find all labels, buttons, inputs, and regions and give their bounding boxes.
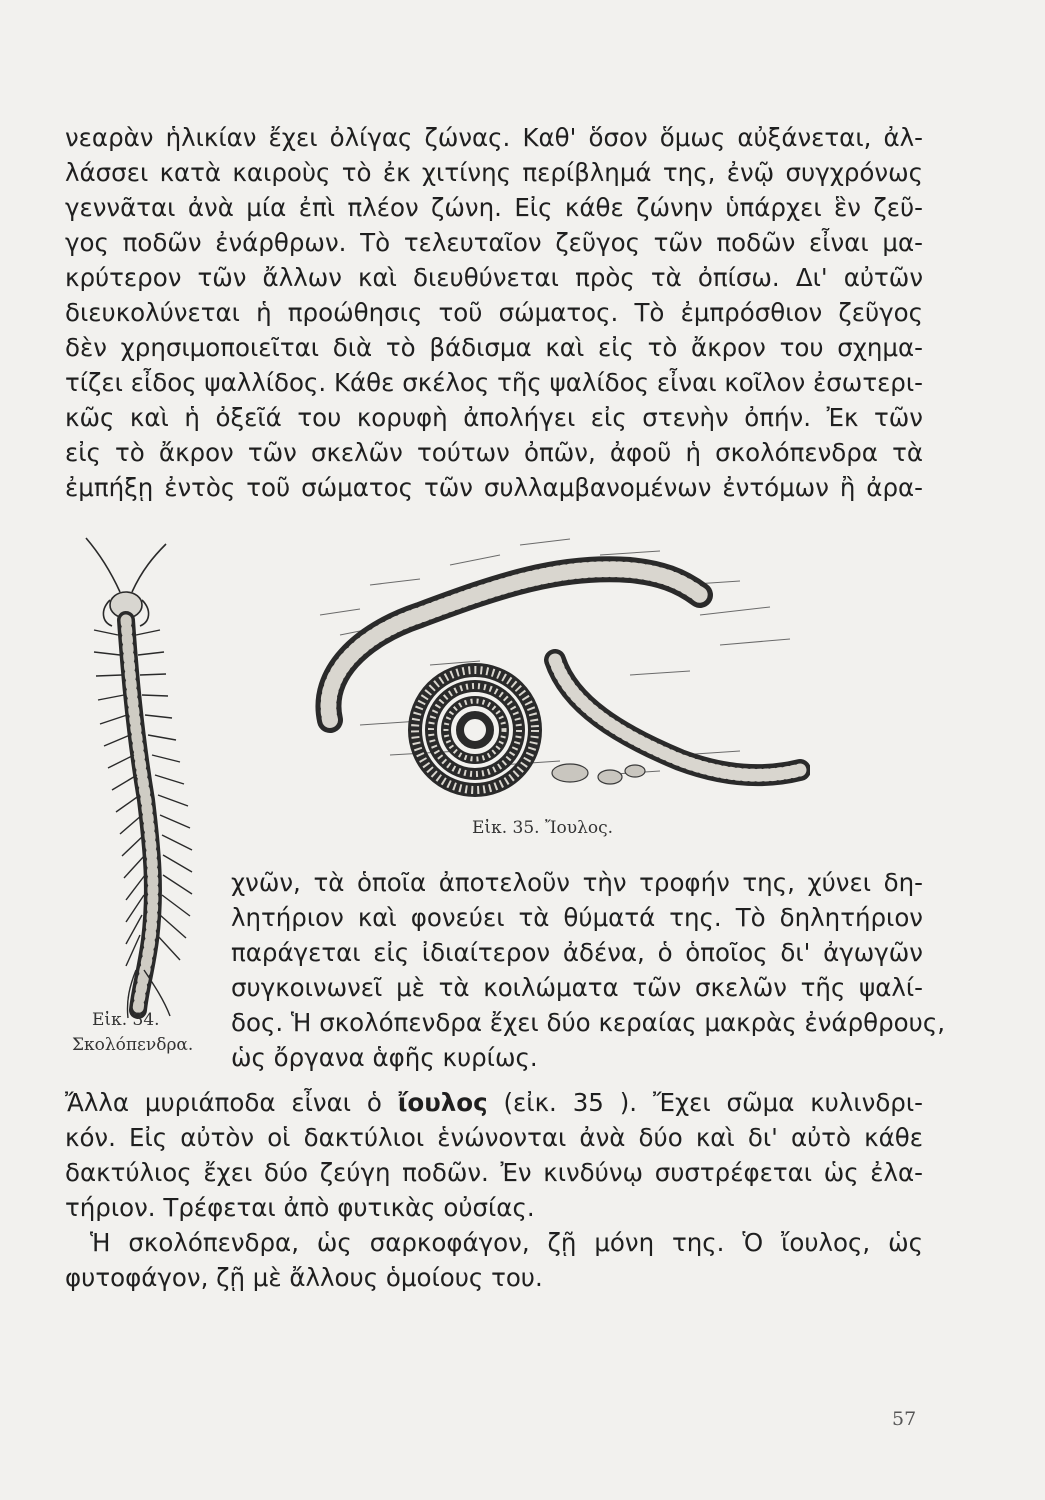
- text-line: νεαρὰν ἡλικίαν ἔχει ὀλίγας ζώνας. Καθ' ὅσον ὅμως αὐξάνεται, ἀλ-: [65, 123, 923, 152]
- text-line: [65, 1088, 923, 1117]
- text-line: γος ποδῶν ἐνάρθρων. Τὸ τελευταῖον ζεῦγος τῶν ποδῶν εἶναι μα-: [65, 228, 923, 257]
- text-line: ὡς ὄργανα ἁφῆς κυρίως.: [231, 1043, 538, 1072]
- julus-illustration: [300, 525, 810, 800]
- scolopendra-illustration: [80, 530, 230, 1020]
- text-line: Ἡ σκολόπενδρα, ὡς σαρκοφάγον, ζῇ μόνη της. Ὁ ἴουλος, ὡς: [90, 1228, 923, 1257]
- text-line: κρύτερον τῶν ἄλλων καὶ διευθύνεται πρὸς τὰ ὀπίσω. Δι' αὐτῶν: [65, 263, 923, 292]
- figure-35-caption: Εἰκ. 35. Ἴουλος.: [472, 818, 613, 838]
- figure-34-caption-number: Εἰκ. 34.: [92, 1010, 160, 1030]
- text-line: γεννᾶται ἀνὰ μία ἐπὶ πλέον ζώνη. Εἰς κάθε ζώνην ὑπάρχει ἓν ζεῦ-: [65, 193, 923, 222]
- text-line: τίζει εἶδος ψαλλίδος. Κάθε σκέλος τῆς ψαλίδος εἶναι κοῖλον ἐσωτερι-: [65, 368, 923, 397]
- text-line: παράγεται εἰς ἰδιαίτερον ἀδένα, ὁ ὁποῖος δι' ἀγωγῶν: [231, 938, 923, 967]
- text-line: τήριον. Τρέφεται ἀπὸ φυτικὰς οὐσίας.: [65, 1193, 535, 1222]
- text-line: λητήριον καὶ φονεύει τὰ θύματά της. Τὸ δηλητήριον: [231, 903, 923, 932]
- text-line: λάσσει κατὰ καιροὺς τὸ ἐκ χιτίνης περίβλημά της, ἐνῷ συγχρόνως: [65, 158, 923, 187]
- text-line: ἐμπήξῃ ἐντὸς τοῦ σώματος τῶν συλλαμβανομένων ἐντόμων ἢ ἀρα-: [65, 473, 923, 502]
- figure-34-caption-name: Σκολόπενδρα.: [72, 1035, 194, 1055]
- text-line: δος. Ἡ σκολόπενδρα ἔχει δύο κεραίας μακρὰς ἐνάρθρους,: [231, 1008, 945, 1037]
- text-line: χνῶν, τὰ ὁποῖα ἀποτελοῦν τὴν τροφήν της, χύνει δη-: [231, 868, 923, 897]
- text-line: κῶς καὶ ἡ ὀξεῖά του κορυφὴ ἀπολήγει εἰς στενὴν ὀπήν. Ἐκ τῶν: [65, 403, 923, 432]
- text-line: διευκολύνεται ἡ προώθησις τοῦ σώματος. Τὸ ἐμπρόσθιον ζεῦγος: [65, 298, 923, 327]
- text-line: δὲν χρησιμοποιεῖται διὰ τὸ βάδισμα καὶ εἰς τὸ ἄκρον του σχημα-: [65, 333, 923, 362]
- term-julus: ἴουλος: [397, 1088, 488, 1117]
- page-number: 57: [892, 1408, 917, 1430]
- text-span: Ἄλλα μυριάποδα εἶναι ὁ: [65, 1088, 398, 1117]
- text-span: (εἰκ. 35 ). Ἔχει σῶμα κυλινδρι-: [487, 1088, 923, 1117]
- text-line: συγκοινωνεῖ μὲ τὰ κοιλώματα τῶν σκελῶν τῆς ψαλί-: [231, 973, 923, 1002]
- text-line: εἰς τὸ ἄκρον τῶν σκελῶν τούτων ὀπῶν, ἀφοῦ ἡ σκολόπενδρα τὰ: [65, 438, 923, 467]
- text-line: δακτύλιος ἔχει δύο ζεύγη ποδῶν. Ἐν κινδύνῳ συστρέφεται ὡς ἐλα-: [65, 1158, 923, 1187]
- text-line: κόν. Εἰς αὐτὸν οἱ δακτύλιοι ἑνώνονται ἀνὰ δύο καὶ δι' αὐτὸ κάθε: [65, 1123, 923, 1152]
- text-line: φυτοφάγον, ζῇ μὲ ἄλλους ὁμοίους του.: [65, 1263, 543, 1292]
